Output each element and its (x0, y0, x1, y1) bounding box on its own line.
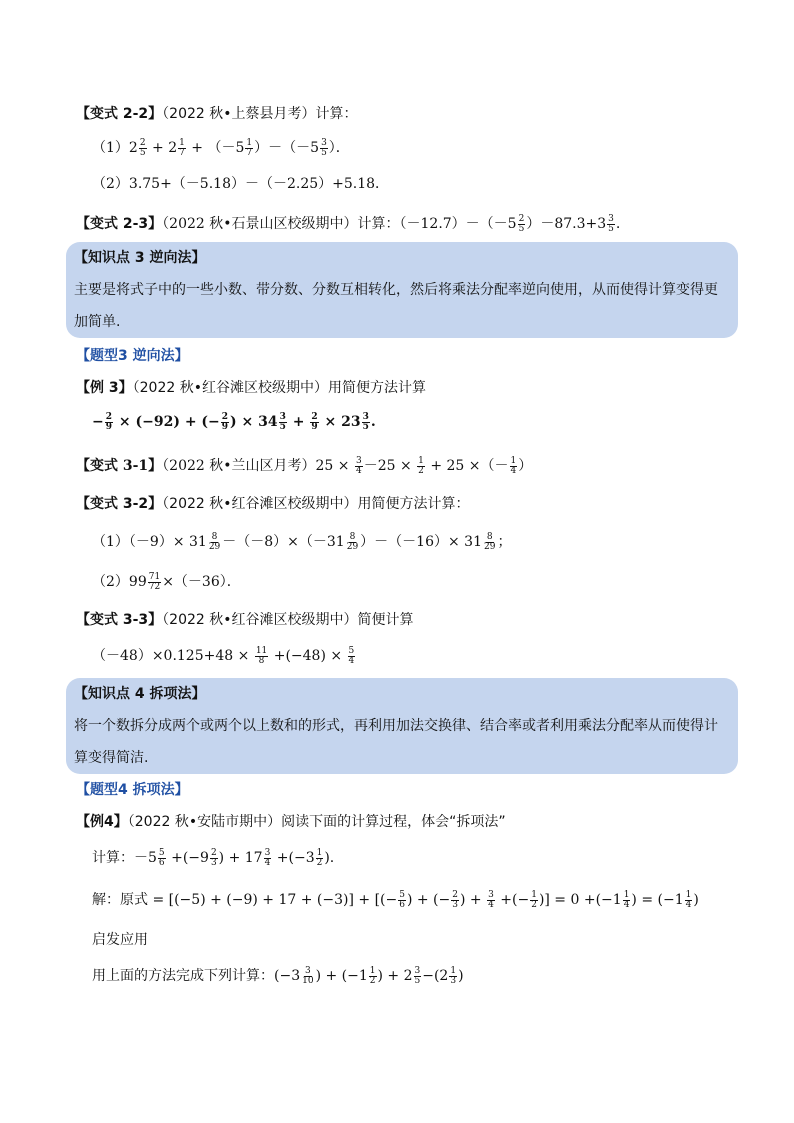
example-3-text: （2022 秋•红谷滩区校级期中）用简便方法计算 (132, 380, 426, 396)
variant-3-2-header (76, 494, 470, 514)
variant-3-2-part-2: （2）99 $\frac{71}{72}$ ×（－36）． (92, 571, 241, 592)
variant-3-2-tag: 【变式 3-2】 (76, 496, 163, 512)
example-3-tag: 【例 3】 (76, 380, 133, 396)
variant-3-2-part-1: （1）（－9）× 31 $\frac{8}{29}$ －（－8）×（－31 $\frac{8}{29}$ ）－（－16）× 31 $\frac{8}{29}$ ； (92, 531, 512, 552)
variant-2-2-header (76, 104, 358, 124)
knowledge-point-3-title: 【知识点 3 逆向法】 (74, 250, 206, 266)
example-4-calc: 计算：－5 $\frac{5}{6}$ +(−9 $\frac{2}{3}$ ) + 17 $\frac{3}{4}$ +(−3 $\frac{1}{2}$ ). (92, 847, 335, 868)
knowledge-point-4-box (66, 678, 738, 774)
variant-2-2-part-1: （1）2 $\frac{2}{5}$ + 2 $\frac{1}{7}$ + （－5 $\frac{1}{7}$ ）－（－5 $\frac{3}{5}$ ）． (92, 137, 350, 158)
variant-2-2-tag: 【变式 2-2】 (76, 106, 163, 122)
variant-3-3-expression: （－48）×0.125+48 × $\frac{11}{8}$ +(−48) × $\frac{5}{4}$ (92, 645, 355, 666)
question-type-3-title: 【题型3 逆向法】 (76, 348, 189, 364)
variant-3-2-text: （2022 秋•红谷滩区校级期中）用简便方法计算： (162, 496, 470, 512)
example-4-task: 用上面的方法完成下列计算：(−3 $\frac{3}{10}$ ) + (−1 $\frac{1}{2}$ ) + 2 $\frac{3}{5}$ −(2 $\frac{1}{3}$ ) (92, 965, 464, 986)
variant-2-3: 【变式 2-3】（2022 秋•石景山区校级期中）计算：（－12.7）－（－5 $\frac{2}{5}$ ）－87.3+3 $\frac{3}{5}$ . (76, 213, 621, 234)
knowledge-point-4-body: 将一个数拆分成两个或两个以上数和的形式，再利用加法交换律、结合率或者利用乘法分配率从而使得计算变得简洁. (74, 718, 718, 766)
variant-3-3-tag: 【变式 3-3】 (76, 612, 163, 628)
knowledge-point-3-box (66, 242, 738, 338)
example-4-solution: 解：原式 = [(−5) + (−9) + 17 + (−3)] + [(− $\frac{5}{6}$ ) + (− $\frac{2}{3}$ ) + $\frac{3}{4}$ +(− $\frac{1}{2}$ )] = 0 +(−1 $\frac{1}{4}$ ) = (−1 $\frac{1}{4}$ ) (92, 889, 699, 910)
variant-3-1-tag: 【变式 3-1】 (76, 458, 163, 474)
variant-3-3-header (76, 610, 414, 630)
variant-3-3-text: （2022 秋•红谷滩区校级期中）简便计算 (162, 612, 414, 628)
example-4-inspire: 启发应用 (92, 932, 148, 948)
example-4-tag: 【例4】 (76, 814, 128, 830)
variant-2-2-source: （2022 秋•上蔡县月考）计算： (162, 106, 358, 122)
example-3-header (76, 378, 426, 398)
knowledge-point-4-title: 【知识点 4 拆项法】 (74, 686, 206, 702)
example-4-text: （2022 秋•安陆市期中）阅读下面的计算过程，体会“拆项法” (127, 814, 506, 830)
variant-2-3-tag: 【变式 2-3】 (76, 216, 163, 232)
question-type-4-title: 【题型4 拆项法】 (76, 782, 189, 798)
part-1-label: （1） (92, 140, 129, 156)
knowledge-point-3-body: 主要是将式子中的一些小数、带分数、分数互相转化，然后将乘法分配率逆向使用，从而使得计算变得更加简单. (74, 282, 718, 330)
variant-2-2-part-2: （2）3.75+（－5.18）－（－2.25）+5.18． (92, 176, 390, 192)
example-3-expression: − $\frac{2}{9}$ × (−92) + (− $\frac{2}{9}$ ) × 34 $\frac{3}{5}$ + $\frac{2}{9}$ × 23 $\frac{3}{5}$ . (92, 411, 376, 432)
example-4-header (76, 812, 506, 832)
variant-3-1: 【变式 3-1】（2022 秋•兰山区月考）25 × $\frac{3}{4}$ －25 × $\frac{1}{2}$ + 25 ×（－ $\frac{1}{4}$ ） (76, 455, 533, 476)
